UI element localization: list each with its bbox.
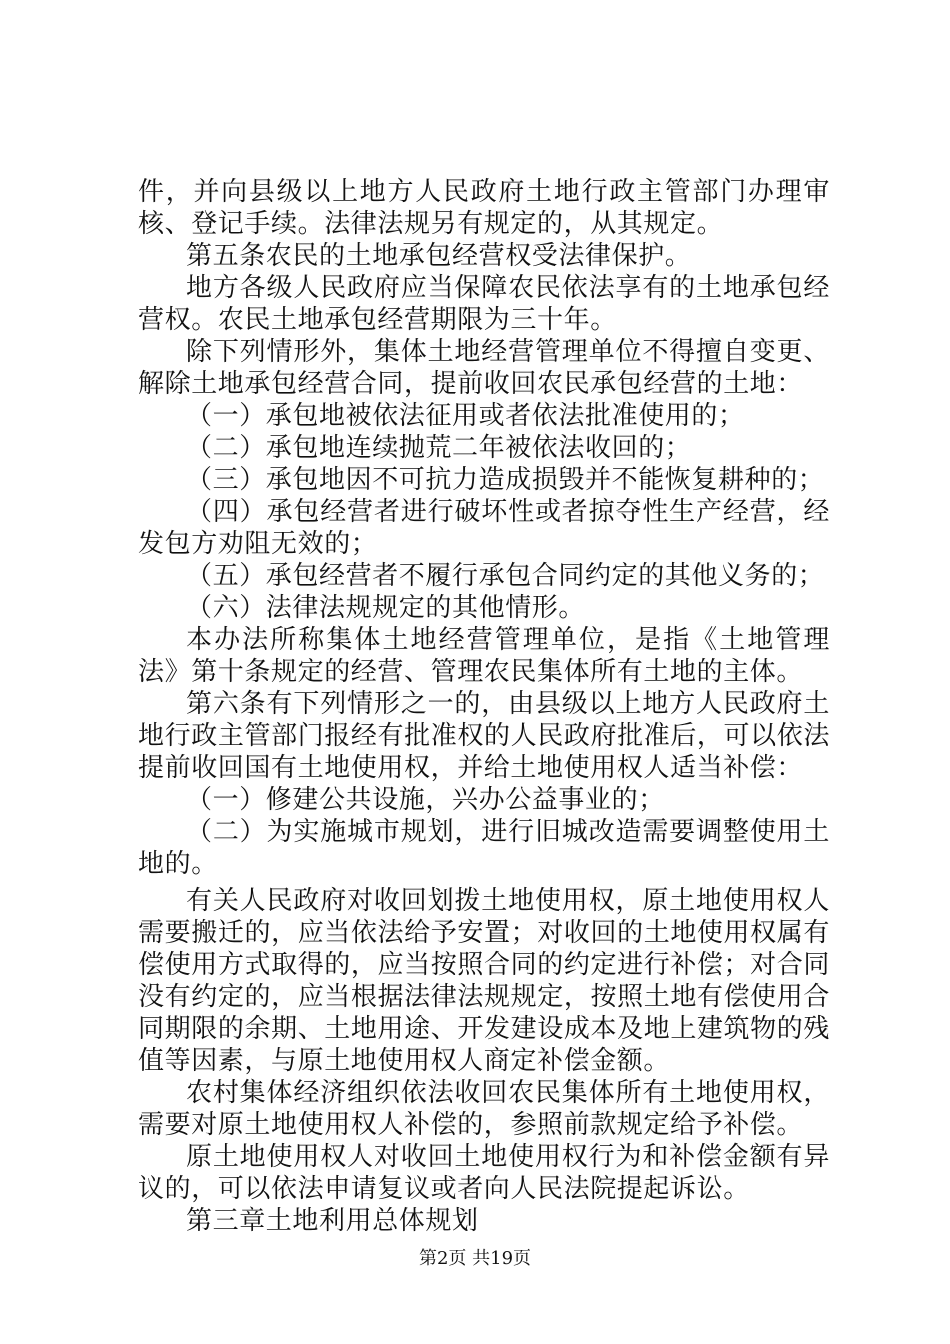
list-item: （二）为实施城市规划，进行旧城改造需要调整使用土地的。 xyxy=(138,817,830,879)
list-item: （二）承包地连续抛荒二年被依法收回的； xyxy=(186,433,692,463)
list-item: （五）承包经营者不履行承包合同约定的其他义务的； xyxy=(186,561,825,591)
list-item: （一）承包地被依法征用或者依法批准使用的； xyxy=(186,401,745,431)
chapter-heading: 第三章土地利用总体规划 xyxy=(186,1206,479,1236)
paragraph: 地方各级人民政府应当保障农民依法享有的土地承包经营权。农民土地承包经营期限为三十年。 xyxy=(138,273,830,335)
list-item: （三）承包地因不可抗力造成损毁并不能恢复耕种的； xyxy=(186,465,825,495)
paragraph-article-5: 第五条农民的土地承包经营权受法律保护。 xyxy=(186,241,692,271)
paragraph: 农村集体经济组织依法收回农民集体所有土地使用权，需要对原土地使用权人补偿的，参照前款规定给予补偿。 xyxy=(138,1078,830,1140)
paragraph-continuation: 件，并向县级以上地方人民政府土地行政主管部门办理审核、登记手续。法律法规另有规定的，从其规定。 xyxy=(138,177,830,239)
document-body xyxy=(138,176,830,1237)
paragraph: 原土地使用权人对收回土地使用权行为和补偿金额有异议的，可以依法申请复议或者向人民法院提起诉讼。 xyxy=(138,1142,830,1204)
paragraph: 有关人民政府对收回划拨土地使用权，原土地使用权人需要搬迁的，应当依法给予安置；对收回的土地使用权属有偿使用方式取得的，应当按照合同的约定进行补偿；对合同没有约定的，应当根据法律法规规定，按照土地有偿使用合同期限的余期、土地用途、开发建设成本及地上建筑物的残值等因素，与原土地使用权人商定补偿金额。 xyxy=(138,886,830,1076)
list-item: （一）修建公共设施，兴办公益事业的； xyxy=(186,785,665,815)
page-number: 第2页 共19页 xyxy=(418,1248,532,1269)
paragraph: 本办法所称集体土地经营管理单位，是指《土地管理法》第十条规定的经营、管理农民集体所有土地的主体。 xyxy=(138,625,830,687)
list-item: （六）法律法规规定的其他情形。 xyxy=(186,593,586,623)
paragraph-article-6: 第六条有下列情形之一的，由县级以上地方人民政府土地行政主管部门报经有批准权的人民政府批准后，可以依法提前收回国有土地使用权，并给土地使用权人适当补偿： xyxy=(138,689,830,783)
list-item: （四）承包经营者进行破坏性或者掠夺性生产经营，经发包方劝阻无效的； xyxy=(138,497,830,559)
paragraph: 除下列情形外，集体土地经营管理单位不得擅自变更、解除土地承包经营合同，提前收回农民承包经营的土地： xyxy=(138,337,830,399)
